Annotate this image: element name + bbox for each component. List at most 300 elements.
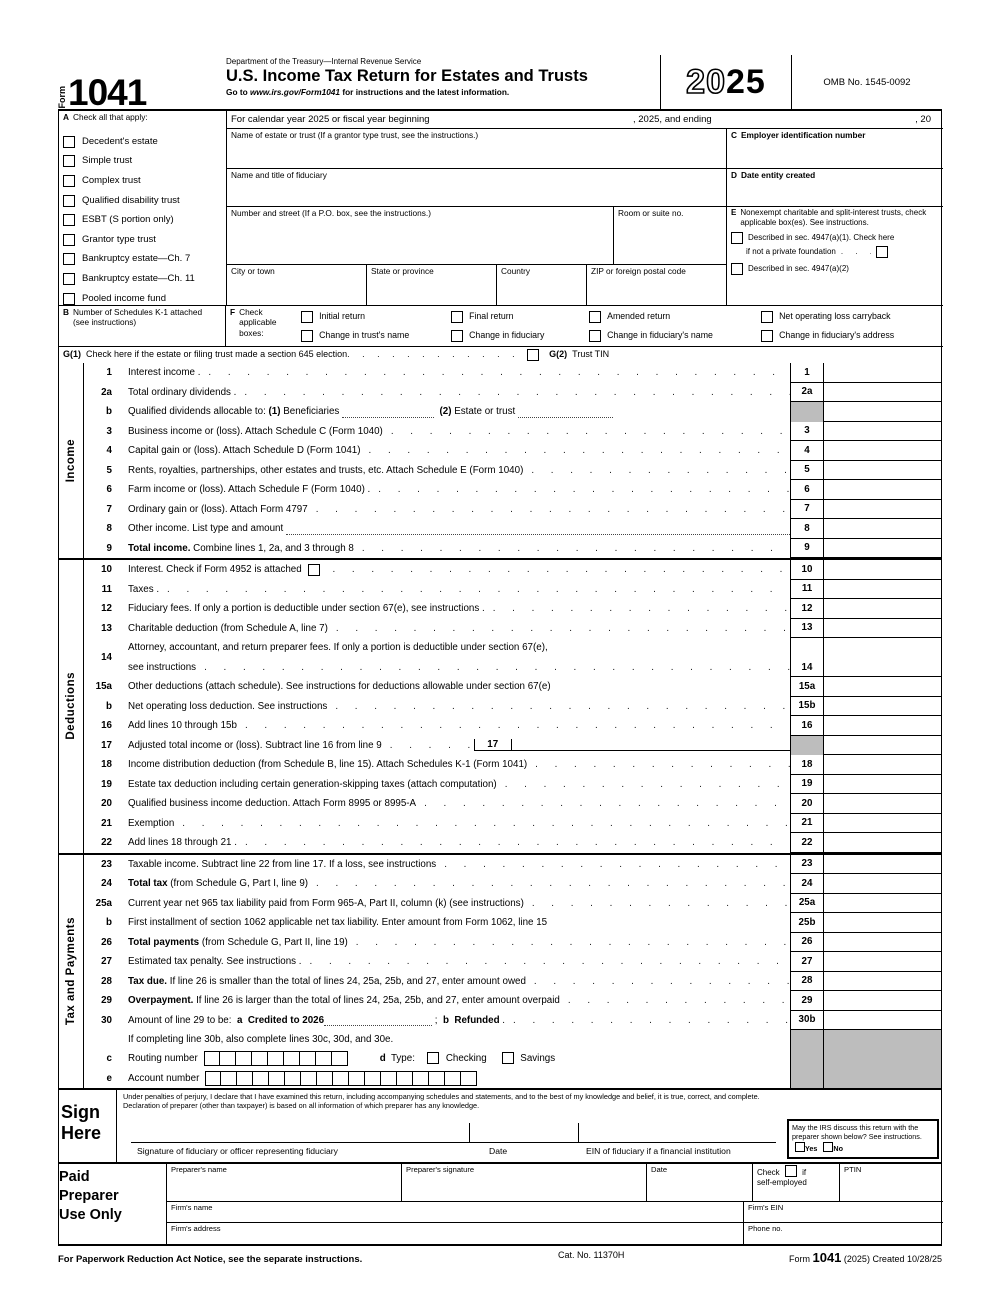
digit-box[interactable] [285, 1071, 301, 1086]
digit-boxes[interactable] [205, 1071, 477, 1086]
digit-boxes[interactable] [204, 1051, 348, 1066]
g1-label: Check here if the estate or filing trust made a section 645 election [86, 349, 348, 360]
line-number: 21 [101, 817, 112, 829]
irs-discuss-text: May the IRS discuss this return with the preparer shown below? See instructions. [792, 1123, 922, 1142]
estate-name-field[interactable] [226, 129, 726, 169]
section-rows [84, 560, 941, 853]
digit-box[interactable] [332, 1051, 348, 1066]
checkbox[interactable] [451, 311, 463, 323]
filing-type-option [63, 210, 222, 230]
line-number: 24 [101, 878, 112, 890]
amount-cell-2b[interactable] [824, 402, 941, 422]
form-header [57, 55, 942, 113]
checkbox[interactable] [63, 273, 75, 285]
amount-cell-4[interactable] [824, 441, 941, 461]
section-label: Tax and Payments [65, 917, 77, 1026]
line-label: Beneficiaries [280, 406, 343, 418]
checkbox-label: Net operating loss carryback [779, 311, 891, 321]
section-e-label: Nonexempt charitable and split-interest trusts, check applicable box(es). See instructions. [740, 208, 927, 227]
zip-field[interactable] [586, 265, 726, 305]
line-label: Estate or trust [451, 406, 518, 418]
inline-amount-field[interactable] [512, 739, 790, 751]
digit-box[interactable] [252, 1051, 268, 1066]
firm-name-field[interactable] [166, 1202, 743, 1223]
checkbox-label: Complex trust [82, 175, 141, 187]
digit-box[interactable] [349, 1071, 365, 1086]
line-description [118, 859, 790, 870]
signature-line[interactable] [131, 1142, 776, 1143]
filing-type-list [59, 129, 226, 305]
line-label: (from Schedule G, Part II, line 19) [199, 936, 348, 948]
checkbox[interactable] [301, 311, 313, 323]
ptin-field[interactable] [839, 1164, 943, 1202]
section-label-strip [59, 560, 84, 853]
line-label: Account number [128, 1072, 200, 1084]
line-description [118, 426, 790, 437]
digit-box[interactable] [204, 1051, 220, 1066]
line-box-label: 16 [790, 716, 824, 736]
digit-box[interactable] [413, 1071, 429, 1086]
section-a-key: A [63, 112, 69, 122]
line-label: Adjusted total income or (loss). Subtract line 16 from line 9 [128, 739, 382, 751]
line-label: (from Schedule G, Part I, line 9) [167, 878, 309, 890]
preparer-name-field[interactable] [166, 1164, 401, 1202]
calendar-part1: For calendar year 2025 or fiscal year beginning [231, 113, 430, 125]
form-line-13 [84, 619, 941, 639]
form-title-block [226, 55, 660, 109]
paid-preparer-block [59, 1164, 941, 1246]
dot-leader [237, 837, 790, 848]
amount-cell-11[interactable] [824, 580, 941, 600]
amount-cell-14[interactable] [824, 638, 941, 677]
line-box-label: 7 [790, 500, 824, 520]
digit-box[interactable] [269, 1071, 285, 1086]
digit-box[interactable] [429, 1071, 445, 1086]
amount-cell-15a[interactable] [824, 677, 941, 697]
perjury-statement: Under penalties of perjury, I declare that I have examined this return, including accompanying schedules and statements, and to the best of my knowledge and belief, it is true, correct, and complete. Declaration of preparer (other than taxpayer) is based on all information of which preparer has any knowledge. [123, 1092, 760, 1111]
line-number: 26 [101, 936, 112, 948]
checkbox-645-election[interactable] [527, 349, 539, 361]
signature-date-label: Date [489, 1146, 508, 1156]
entity-header-table [59, 109, 941, 363]
street-label: Number and street (If a P.O. box, see the instructions.) [231, 208, 431, 218]
line-label: a [236, 1014, 243, 1026]
signature-divider [578, 1123, 579, 1142]
checkbox[interactable] [451, 330, 463, 342]
form-line-22 [84, 833, 941, 853]
line-description [118, 603, 790, 614]
line-label: ; [432, 1014, 443, 1026]
room-suite-label: Room or suite no. [618, 208, 684, 218]
amount-cell-30[interactable] [824, 1011, 941, 1031]
line-label: Estate tax deduction including certain generation-skipping taxes (attach computation) [128, 778, 497, 790]
digit-box[interactable] [237, 1071, 253, 1086]
dot-leader [841, 247, 871, 257]
form-line-3 [84, 422, 941, 442]
amount-cell-17[interactable] [824, 736, 941, 756]
form-line-30e [84, 1068, 941, 1088]
dot-leader [354, 543, 790, 554]
amount-cell-18[interactable] [824, 755, 941, 775]
goto-suffix: for instructions and the latest information. [340, 87, 510, 98]
line-label: Total ordinary dividends . [128, 386, 237, 398]
checkbox-label: Bankruptcy estate—Ch. 11 [82, 273, 195, 285]
dot-leader [174, 818, 790, 829]
checkbox-discuss-yes[interactable] [795, 1142, 805, 1152]
check-word: Check [757, 1168, 780, 1177]
digit-box[interactable] [236, 1051, 252, 1066]
form-line-25a [84, 894, 941, 914]
line-description [118, 367, 790, 378]
line-number: 4 [106, 445, 112, 457]
digit-box[interactable] [381, 1071, 397, 1086]
line-label: Net operating loss deduction. See instructions [128, 700, 328, 712]
line-description [118, 937, 790, 948]
section-b-cell [59, 305, 226, 346]
filing-type-option [63, 191, 222, 211]
line-label: If line 26 is larger than the total of lines 24, 25a, 25b, and 27, enter amount overpaid [193, 995, 560, 1007]
amount-cell-29[interactable] [824, 991, 941, 1011]
checkbox-label: Change in fiduciary's address [779, 330, 895, 340]
preparer-date-label: Date [651, 1165, 668, 1174]
preparer-name-label: Preparer's name [171, 1165, 227, 1174]
section-label-strip [59, 363, 84, 558]
dot-leader [328, 623, 790, 634]
street-field[interactable] [226, 207, 613, 265]
form-line-4 [84, 441, 941, 461]
digit-box[interactable] [284, 1051, 300, 1066]
form-number-block [57, 55, 226, 113]
dot-leader [200, 367, 790, 378]
phone-label: Phone no. [748, 1224, 783, 1233]
section-d-key: D [731, 170, 737, 180]
use-only-word: Use Only [59, 1206, 122, 1223]
checkbox-discuss-no[interactable] [823, 1142, 833, 1152]
line-label: Qualified business income deduction. Attach Form 8995 or 8995-A [128, 798, 417, 810]
amount-cell-22[interactable] [824, 833, 941, 853]
line-label: Farm income or (loss). Attach Schedule F (Form 1040) . [128, 484, 371, 496]
form-line-10 [84, 560, 941, 580]
line-number: 1 [106, 367, 112, 379]
checkbox-not-private-foundation[interactable] [876, 246, 888, 258]
line-label: Savings [517, 1052, 556, 1064]
line-number: c [106, 1052, 112, 1064]
line-number: 10 [101, 564, 112, 576]
amount-cell-15b[interactable] [824, 697, 941, 717]
line-box-label: 6 [790, 480, 824, 500]
checkbox[interactable] [63, 195, 75, 207]
calendar-part3: , 20 [915, 113, 932, 125]
line-number: 29 [101, 995, 112, 1007]
line-label: Tax due. [128, 975, 168, 987]
dot-leader [436, 859, 790, 870]
line-box-label: 26 [790, 933, 824, 953]
line-description [118, 1051, 790, 1066]
line-label: Total income. [128, 542, 191, 554]
checkbox[interactable] [63, 293, 75, 305]
estate-name-label: Name of estate or trust (If a grantor type trust, see the instructions.) [231, 130, 479, 140]
form-line-12 [84, 599, 941, 619]
form-line-28 [84, 972, 941, 992]
line-number: 27 [101, 956, 112, 968]
firm-name-label: Firm's name [171, 1203, 213, 1212]
fill-in-blank[interactable] [342, 406, 434, 418]
line-label: Income distribution deduction (from Schedule B, line 15). Attach Schedules K-1 (Form 1041) [128, 759, 528, 771]
line-number: 11 [101, 583, 112, 595]
city-field[interactable] [226, 265, 366, 305]
line-description [118, 837, 790, 848]
section-a-label [59, 111, 226, 129]
digit-box[interactable] [397, 1071, 413, 1086]
digit-box[interactable] [445, 1071, 461, 1086]
line-description [118, 956, 790, 967]
line-number: 18 [101, 759, 112, 771]
checkbox[interactable] [502, 1052, 514, 1064]
dot-leader [526, 976, 790, 987]
year-solid: 25 [726, 62, 766, 101]
digit-box[interactable] [317, 1071, 333, 1086]
section-rows [84, 855, 941, 1089]
amount-cell-27[interactable] [824, 952, 941, 972]
amount-cell-2a[interactable] [824, 383, 941, 403]
section-label-strip [59, 855, 84, 1089]
line-description [118, 976, 790, 987]
amount-cell-3[interactable] [824, 422, 941, 442]
line-description [118, 798, 790, 809]
g2-key: G(2) [549, 349, 568, 360]
line-label: Total tax [128, 878, 168, 890]
tax-year [660, 55, 792, 109]
line-label: Total payments [128, 936, 200, 948]
self-employed-label: self-employed [757, 1178, 807, 1188]
line-label: Overpayment. [128, 995, 194, 1007]
omb-number: OMB No. 1545-0092 [823, 76, 911, 88]
checkbox[interactable] [63, 234, 75, 246]
line-description [118, 406, 790, 418]
line-box-label: 23 [790, 855, 824, 875]
line-label: Rents, royalties, partnerships, other estates and trusts, etc. Attach Schedule E (Form 1040) [128, 464, 524, 476]
checkbox-self-employed[interactable] [785, 1165, 797, 1177]
section-tax-and-payments [59, 853, 941, 1089]
line-description [118, 898, 790, 909]
amount-cell-9[interactable] [824, 539, 941, 559]
line-label: Attorney, accountant, and return preparer fees. If only a portion is deductible under section 67(e), [128, 642, 548, 654]
form-line-21 [84, 814, 941, 834]
digit-box[interactable] [268, 1051, 284, 1066]
f-option [451, 311, 589, 323]
state-field[interactable] [366, 265, 496, 305]
line-label: Routing number [128, 1052, 198, 1064]
amount-cell-23[interactable] [824, 855, 941, 875]
checkbox[interactable] [63, 214, 75, 226]
form-line-9 [84, 539, 941, 559]
checkbox[interactable] [63, 136, 75, 148]
checkbox-4947a1[interactable] [731, 232, 743, 244]
f-option [589, 330, 761, 342]
f-row2 [301, 328, 961, 343]
dot-leader [416, 798, 790, 809]
dot-leader [347, 349, 517, 360]
date-entity-created-field[interactable] [726, 169, 943, 207]
line-number: b [106, 700, 112, 712]
line-label: Interest. Check if Form 4952 is attached [128, 564, 305, 576]
line-box-label: 10 [790, 560, 824, 580]
not-private-foundation-label: if not a private foundation [746, 247, 836, 256]
digit-box[interactable] [333, 1071, 349, 1086]
line-box-label: 15a [790, 677, 824, 697]
checkbox[interactable] [427, 1052, 439, 1064]
digit-box[interactable] [220, 1051, 236, 1066]
line-number: 28 [101, 975, 112, 987]
line-number: b [106, 406, 112, 418]
section-b-key: B [63, 307, 69, 317]
line-label: Estimated tax penalty. See instructions . [128, 956, 302, 968]
section-label: Deductions [65, 672, 77, 741]
digit-box[interactable] [205, 1071, 221, 1086]
firm-ein-field[interactable] [743, 1202, 943, 1223]
line-box-label: 27 [790, 952, 824, 972]
amount-cell-7[interactable] [824, 500, 941, 520]
amount-cell-8[interactable] [824, 519, 941, 539]
digit-box[interactable] [316, 1051, 332, 1066]
f-row1 [301, 309, 961, 324]
checkbox[interactable] [63, 175, 75, 187]
line-box-label: 4 [790, 441, 824, 461]
discuss-no-label: No [833, 1143, 843, 1153]
paid-word: Paid [59, 1169, 90, 1185]
checkbox[interactable] [301, 330, 313, 342]
dot-leader [324, 564, 790, 575]
line-box-label: 28 [790, 972, 824, 992]
f-option [301, 311, 451, 323]
amount-cell-19[interactable] [824, 775, 941, 795]
section-g-row [59, 346, 943, 363]
line-label: Taxes . [128, 583, 160, 595]
line-description [118, 445, 790, 456]
self-employed-cell [752, 1164, 839, 1202]
amount-cell-13[interactable] [824, 619, 941, 639]
line-label: Add lines 18 through 21 . [128, 837, 237, 849]
line-box-label: 1 [790, 363, 824, 383]
fill-in-blank[interactable] [518, 406, 613, 418]
line-number: 30 [101, 1014, 112, 1026]
dot-leader [236, 387, 790, 398]
preparer-signature-label: Preparer's signature [406, 1165, 475, 1174]
line-description [118, 484, 790, 495]
amount-cell-12[interactable] [824, 599, 941, 619]
amount-cell-21[interactable] [824, 814, 941, 834]
fiduciary-name-field[interactable] [226, 169, 726, 207]
line-box-label [790, 402, 824, 422]
digit-box[interactable] [221, 1071, 237, 1086]
form-line-17 [84, 736, 941, 756]
line-number: 3 [106, 425, 112, 437]
room-suite-field[interactable] [613, 207, 726, 265]
line-box-label: 12 [790, 599, 824, 619]
amount-cell-20[interactable] [824, 794, 941, 814]
digit-box[interactable] [300, 1051, 316, 1066]
dot-leader [523, 465, 790, 476]
checkbox-4947a2[interactable] [731, 263, 743, 275]
digit-box[interactable] [461, 1071, 477, 1086]
amount-cell-26[interactable] [824, 933, 941, 953]
checkbox[interactable] [589, 311, 601, 323]
line-box-label: 21 [790, 814, 824, 834]
ein-field[interactable] [726, 129, 943, 169]
line-label: If completing line 30b, also complete lines 30c, 30d, and 30e. [128, 1033, 394, 1045]
section-b-label: Number of Schedules K-1 attached (see instructions) [73, 307, 203, 328]
checkbox[interactable] [761, 330, 773, 342]
line-description [118, 759, 790, 770]
amount-cell-24[interactable] [824, 874, 941, 894]
calendar-part2: , 2025, and ending [633, 113, 712, 125]
line-number: 14 [101, 652, 112, 663]
signature-divider [469, 1123, 470, 1142]
digit-box[interactable] [253, 1071, 269, 1086]
irs-discuss-box [787, 1119, 939, 1159]
amount-cell-25a[interactable] [824, 894, 941, 914]
amount-cell-6[interactable] [824, 480, 941, 500]
amount-cell-30e [824, 1068, 941, 1088]
line-box-label: 30b [790, 1011, 824, 1031]
dot-leader [196, 662, 790, 673]
form-line-18 [84, 755, 941, 775]
fill-in-blank[interactable] [286, 523, 790, 535]
amount-cell-1[interactable] [824, 363, 941, 383]
section-f-key: F [230, 307, 236, 317]
checkbox[interactable] [308, 564, 320, 576]
line-label: d [379, 1052, 386, 1064]
firm-address-field[interactable] [166, 1223, 743, 1244]
checkbox[interactable] [63, 155, 75, 167]
country-field[interactable] [496, 265, 586, 305]
amount-cell-25b[interactable] [824, 913, 941, 933]
checkbox[interactable] [761, 311, 773, 323]
checkbox[interactable] [63, 253, 75, 265]
line-description [118, 564, 790, 576]
dot-leader [302, 956, 790, 967]
phone-field[interactable] [743, 1223, 943, 1244]
line-label: First installment of section 1062 applicable net tax liability. Enter amount from Form 1062, line 15 [128, 917, 548, 929]
preparer-date-field[interactable] [646, 1164, 752, 1202]
amount-cell-30-note [824, 1030, 941, 1048]
line-description [118, 638, 790, 677]
checkbox[interactable] [589, 330, 601, 342]
here-word: Here [61, 1122, 102, 1143]
amount-cell-10[interactable] [824, 560, 941, 580]
line-box-label: 29 [790, 991, 824, 1011]
form-line-24 [84, 874, 941, 894]
line-description [118, 917, 790, 928]
amount-cell-28[interactable] [824, 972, 941, 992]
discuss-yes-label: Yes [805, 1143, 818, 1153]
form-line-2b [84, 402, 941, 422]
checkbox-label: Decedent's estate [82, 135, 158, 147]
footer-form-suffix: (2025) Created 10/28/25 [843, 1254, 942, 1264]
form-line-7 [84, 500, 941, 520]
line-description [118, 543, 790, 554]
f-option [761, 311, 961, 323]
fiduciary-name-label: Name and title of fiduciary [231, 170, 327, 180]
digit-box[interactable] [365, 1071, 381, 1086]
preparer-signature-field[interactable] [401, 1164, 646, 1202]
line-number: 22 [101, 837, 112, 849]
digit-box[interactable] [301, 1071, 317, 1086]
goto-prefix: Go to [226, 87, 250, 98]
fill-in-blank[interactable] [324, 1014, 432, 1026]
amount-cell-16[interactable] [824, 716, 941, 736]
amount-cell-5[interactable] [824, 461, 941, 481]
